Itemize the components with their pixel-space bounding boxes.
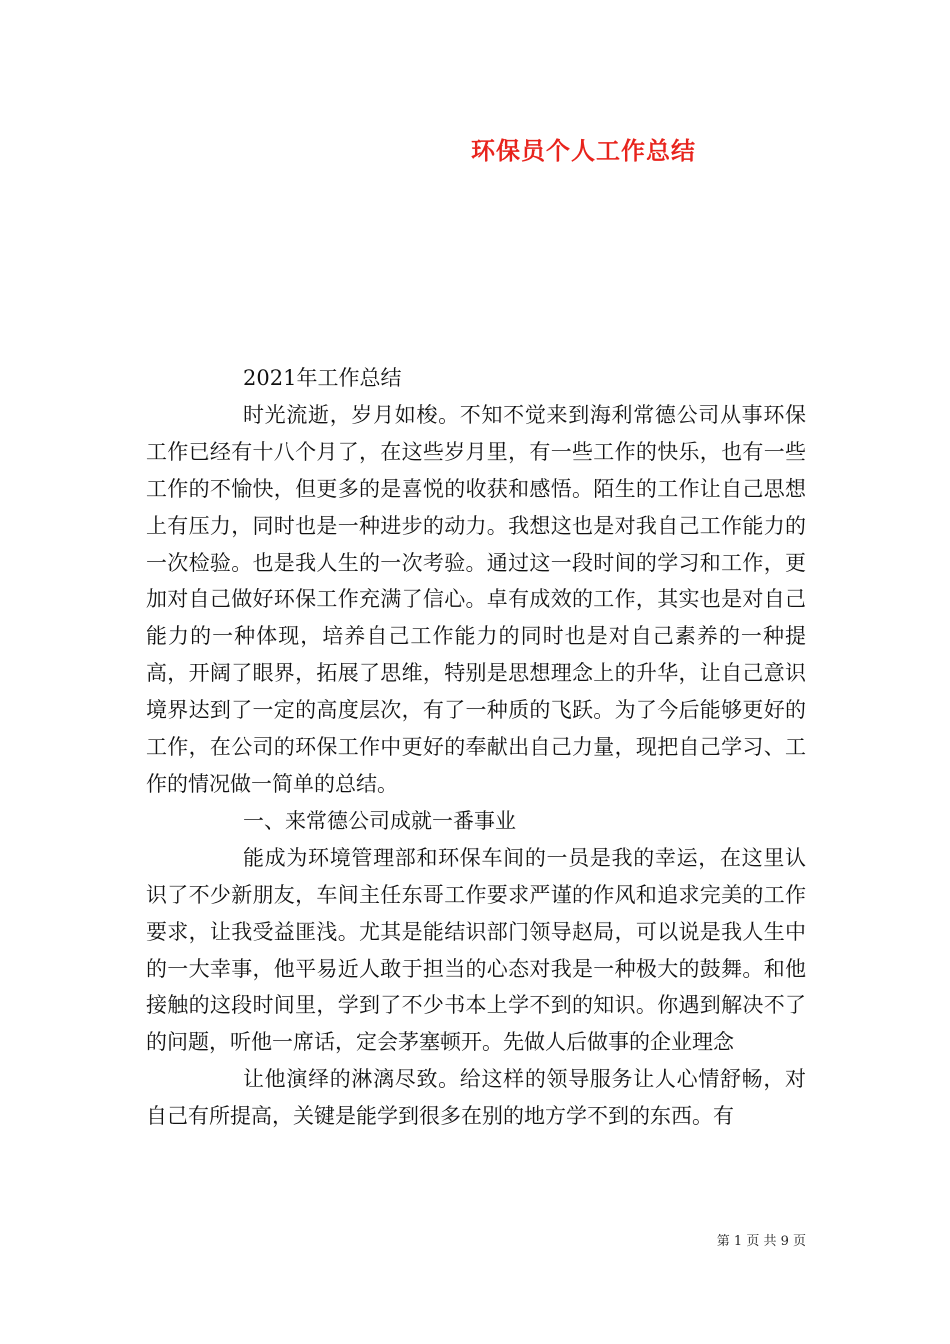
paragraph-intro: 时光流逝，岁月如梭。不知不觉来到海利常德公司从事环保工作已经有十八个月了，在这些岁月里，有一些工作的快乐，也有一些工作的不愉快，但更多的是喜悦的收获和感悟。陌生的工作让自己思想上有压力，同时也是一种进步的动力。我想这也是对我自己工作能力的一次检验。也是我人生的一次考验。通过这一段时间的学习和工作，更加对自己做好环保工作充满了信心。卓有成效的工作，其实也是对自己能力的一种体现，培养自己工作能力的同时也是对自己素养的一种提高，开阔了眼界，拓展了思维，特别是思想理念上的升华，让自己意识境界达到了一定的高度层次，有了一种质的飞跃。为了今后能够更好的工作，在公司的环保工作中更好的奉献出自己力量，现把自己学习、工作的情况做一简单的总结。 <box>146 402 806 796</box>
document-body <box>146 360 806 1135</box>
document-title: 环保员个人工作总结 <box>471 136 696 165</box>
section-heading-1: 一、来常德公司成就一番事业 <box>243 808 516 833</box>
page-footer: 第 1 页 共 9 页 <box>716 1234 806 1249</box>
paragraph-year-heading: 2021年工作总结 <box>243 366 402 390</box>
paragraph-section-1: 能成为环境管理部和环保车间的一员是我的幸运，在这里认识了不少新朋友，车间主任东哥工作要求严谨的作风和追求完美的工作要求，让我受益匪浅。尤其是能结识部门领导赵局，可以说是我人生中的一大幸事，他平易近人敢于担当的心态对我是一种极大的鼓舞。和他接触的这段时间里，学到了不少书本上学不到的知识。你遇到解决不了的问题，听他一席话，定会茅塞顿开。先做人后做事的企业理念 <box>146 845 806 1055</box>
paragraph-continuation: 让他演绎的淋漓尽致。给这样的领导服务让人心情舒畅，对自己有所提高，关键是能学到很多在别的地方学不到的东西。有 <box>146 1067 806 1129</box>
